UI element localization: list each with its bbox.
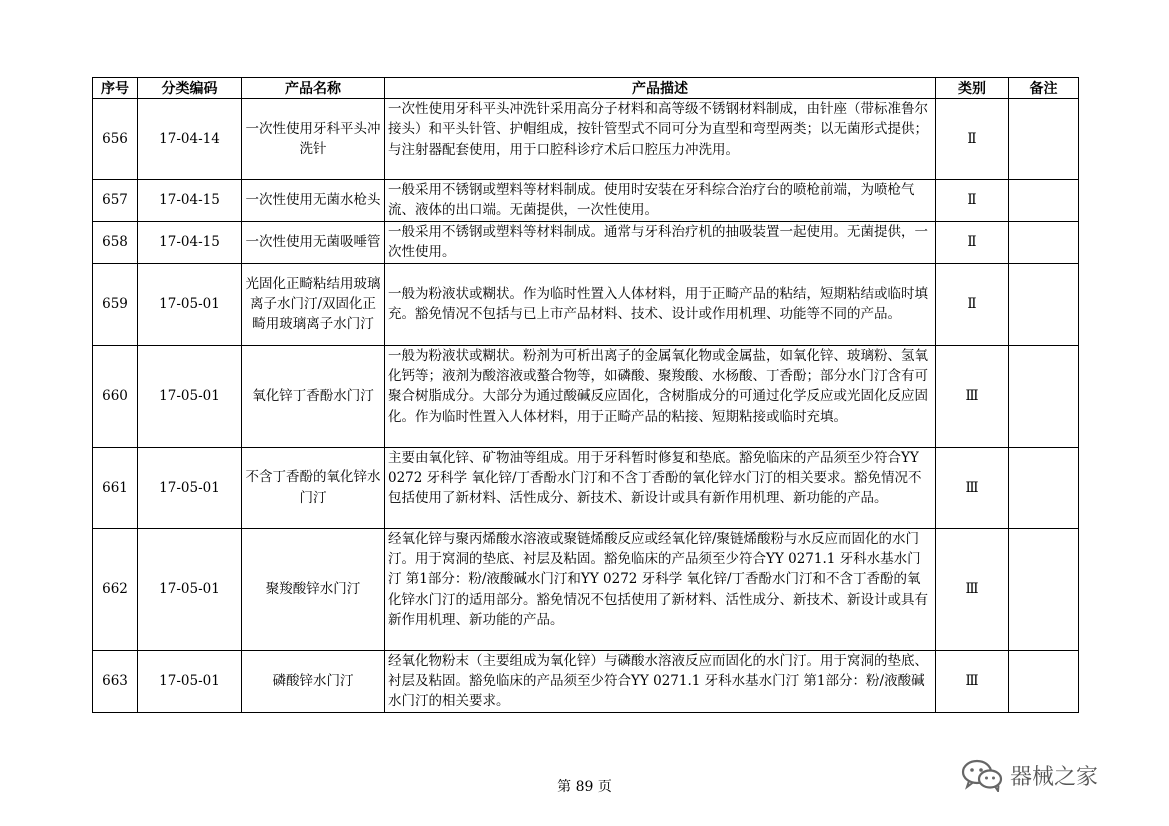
cell-remark: [1009, 528, 1079, 650]
cell-category: Ⅲ: [936, 528, 1009, 650]
cell-product-name: 一次性使用无菌水枪头: [242, 180, 385, 222]
cell-description: 一般采用不锈钢或塑料等材料制成。使用时安装在牙科综合治疗台的喷枪前端，为喷枪气流、液体的出口端。无菌提供，一次性使用。: [385, 180, 936, 222]
cell-code: 17-05-01: [138, 345, 242, 447]
cell-product-name: 氧化锌丁香酚水门汀: [242, 345, 385, 447]
cell-category: Ⅱ: [936, 180, 1009, 222]
cell-product-name: 磷酸锌水门汀: [242, 650, 385, 712]
table-row: [93, 221, 1079, 263]
cell-remark: [1009, 180, 1079, 222]
cell-code: 17-04-15: [138, 180, 242, 222]
cell-product-name: 一次性使用无菌吸唾管: [242, 221, 385, 263]
table-row: [93, 263, 1079, 345]
header-remark: 备注: [1009, 78, 1079, 99]
cell-code: 17-04-15: [138, 221, 242, 263]
catalog-table: [92, 77, 1079, 713]
wechat-icon: [960, 758, 1004, 792]
table-header-row: [93, 78, 1079, 99]
cell-category: Ⅲ: [936, 345, 1009, 447]
cell-product-name: 一次性使用牙科平头冲洗针: [242, 99, 385, 180]
cell-code: 17-05-01: [138, 263, 242, 345]
cell-serial: 660: [93, 345, 138, 447]
header-serial: 序号: [93, 78, 138, 99]
cell-description: 一次性使用牙科平头冲洗针采用高分子材料和高等级不锈钢材料制成，由针座（带标准鲁尔接头）和平头针管、护帽组成，按针管型式不同可分为直型和弯型两类；以无菌形式提供；与注射器配套使用，用于口腔科诊疗术后口腔压力冲洗用。: [385, 99, 936, 180]
page-number: 第 89 页: [557, 779, 612, 795]
cell-description: 经氧化物粉末（主要组成为氧化锌）与磷酸水溶液反应而固化的水门汀。用于窝洞的垫底、衬层及粘固。豁免临床的产品须至少符合YY 0271.1 牙科水基水门汀 第1部分：粉/液酸碱水门汀的相关要求。: [385, 650, 936, 712]
cell-product-name: 光固化正畸粘结用玻璃离子水门汀/双固化正畸用玻璃离子水门汀: [242, 263, 385, 345]
table-row: [93, 345, 1079, 447]
cell-remark: [1009, 345, 1079, 447]
cell-description: 一般为粉液状或糊状。作为临时性置入人体材料，用于正畸产品的粘结，短期粘结或临时填充。豁免情况不包括与已上市产品材料、技术、设计或作用机理、功能等不同的产品。: [385, 263, 936, 345]
cell-serial: 659: [93, 263, 138, 345]
header-product-name: 产品名称: [242, 78, 385, 99]
table-row: [93, 99, 1079, 180]
cell-category: Ⅱ: [936, 99, 1009, 180]
cell-serial: 657: [93, 180, 138, 222]
cell-category: Ⅲ: [936, 447, 1009, 528]
header-category: 类别: [936, 78, 1009, 99]
cell-description: 一般采用不锈钢或塑料等材料制成。通常与牙科治疗机的抽吸装置一起使用。无菌提供，一次性使用。: [385, 221, 936, 263]
cell-remark: [1009, 221, 1079, 263]
cell-product-name: 不含丁香酚的氧化锌水门汀: [242, 447, 385, 528]
cell-description: 一般为粉液状或糊状。粉剂为可析出离子的金属氧化物或金属盐，如氧化锌、玻璃粉、氢氧化钙等；液剂为酸溶液或螯合物等，如磷酸、聚羧酸、水杨酸、丁香酚；部分水门汀含有可聚合树脂成分。大部分为通过酸碱反应固化，含树脂成分的可通过化学反应或光固化反应固化。作为临时性置入人体材料，用于正畸产品的粘接、短期粘接或临时充填。: [385, 345, 936, 447]
cell-code: 17-04-14: [138, 99, 242, 180]
cell-remark: [1009, 263, 1079, 345]
header-code: 分类编码: [138, 78, 242, 99]
header-description: 产品描述: [385, 78, 936, 99]
cell-serial: 662: [93, 528, 138, 650]
table-row: [93, 447, 1079, 528]
cell-code: 17-05-01: [138, 528, 242, 650]
cell-serial: 661: [93, 447, 138, 528]
cell-serial: 663: [93, 650, 138, 712]
cell-category: Ⅱ: [936, 221, 1009, 263]
cell-category: Ⅱ: [936, 263, 1009, 345]
cell-remark: [1009, 447, 1079, 528]
cell-product-name: 聚羧酸锌水门汀: [242, 528, 385, 650]
cell-serial: 656: [93, 99, 138, 180]
cell-category: Ⅲ: [936, 650, 1009, 712]
cell-description: 主要由氧化锌、矿物油等组成。用于牙科暂时修复和垫底。豁免临床的产品须至少符合YY 0272 牙科学 氧化锌/丁香酚水门汀和不含丁香酚的氧化锌水门汀的相关要求。豁免情况不包括使用了新材料、活性成分、新技术、新设计或具有新作用机理、新功能的产品。: [385, 447, 936, 528]
table-row: [93, 528, 1079, 650]
cell-remark: [1009, 650, 1079, 712]
watermark: [960, 758, 1098, 792]
table-row: [93, 180, 1079, 222]
table-row: [93, 650, 1079, 712]
cell-remark: [1009, 99, 1079, 180]
watermark-text: 器械之家: [1010, 764, 1099, 790]
cell-code: 17-05-01: [138, 447, 242, 528]
cell-code: 17-05-01: [138, 650, 242, 712]
cell-description: 经氧化锌与聚丙烯酸水溶液或聚链烯酸反应或经氧化锌/聚链烯酸粉与水反应而固化的水门汀。用于窝洞的垫底、衬层及粘固。豁免临床的产品须至少符合YY 0271.1 牙科水基水门汀 第1部分：粉/液酸碱水门汀和YY 0272 牙科学 氧化锌/丁香酚水门汀和不含丁香酚的氧化锌水门汀的适用部分。豁免情况不包括使用了新材料、活性成分、新技术、新设计或具有新作用机理、新功能的产品。: [385, 528, 936, 650]
cell-serial: 658: [93, 221, 138, 263]
